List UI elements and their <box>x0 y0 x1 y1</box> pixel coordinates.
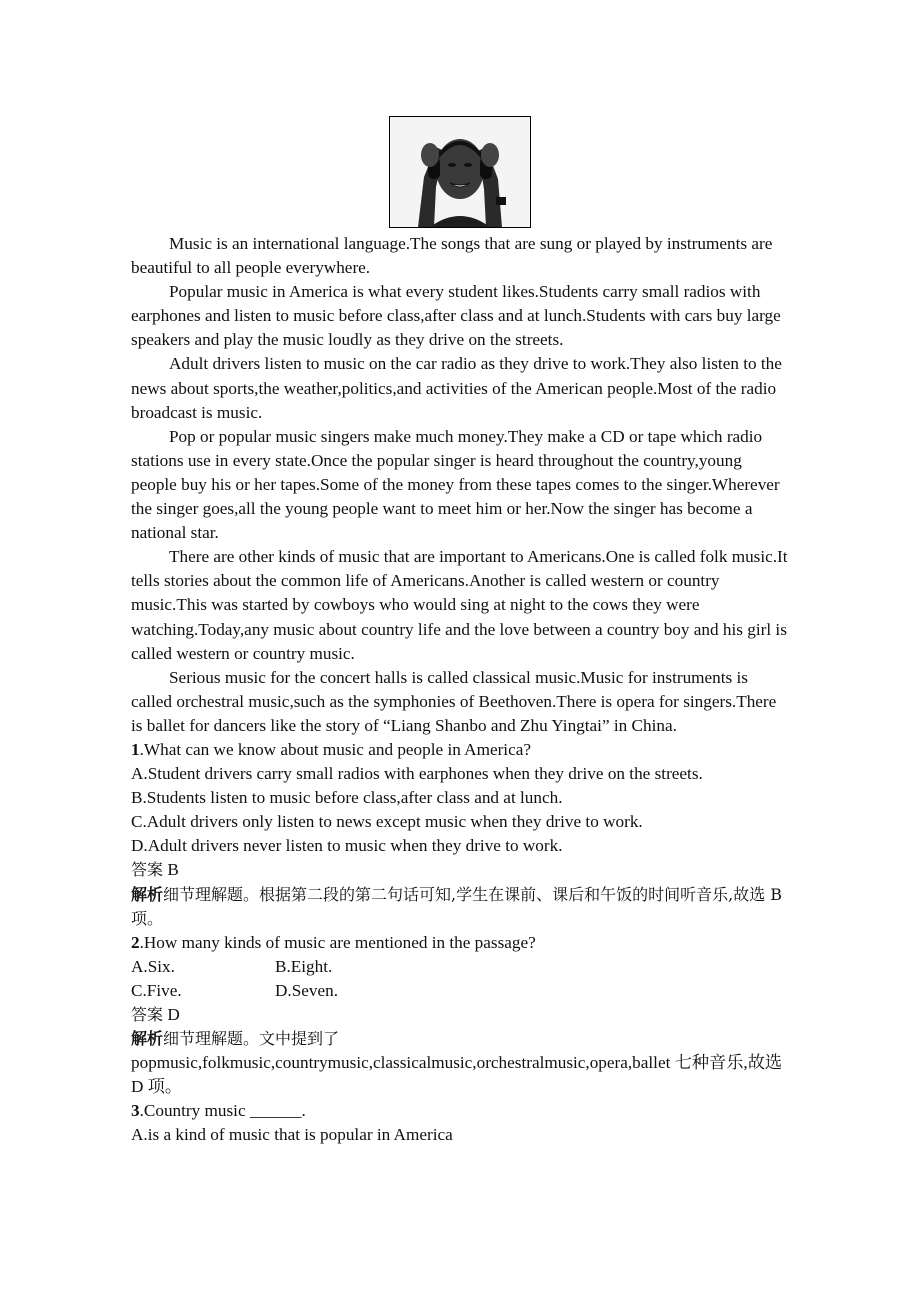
analysis-label: 解析 <box>131 884 164 904</box>
question-1-number: 1 <box>131 739 140 759</box>
question-2-options-row-1 <box>131 955 791 979</box>
question-1-option-d: D.Adult drivers never listen to music when they drive to work. <box>131 836 563 856</box>
answer-value: D <box>163 1005 180 1024</box>
question-1-answer <box>131 858 791 882</box>
document-body <box>131 232 791 1148</box>
question-1-option-b: B.Students listen to music before class,after class and at lunch. <box>131 788 563 808</box>
question-2-options-row-2 <box>131 979 791 1003</box>
analysis-text: 细节理解题。文中提到了 <box>163 1029 340 1049</box>
answer-label: 答案 <box>131 860 164 880</box>
question-1-option-c: C.Adult drivers only listen to news except music when they drive to work. <box>131 812 643 832</box>
question-2-number: 2 <box>131 932 140 952</box>
question-3-number: 3 <box>131 1101 140 1121</box>
question-2-analysis-line-2: popmusic,folkmusic,countrymusic,classicalmusic,orchestralmusic,opera,ballet 七种音乐,故选 D 项。 <box>131 1053 783 1097</box>
passage-paragraph-4: Pop or popular music singers make much money.They make a CD or tape which radio stations use in every state.Once the popular singer is heard throughout the country,young people buy his or her tapes.Some of the money from these tapes comes to the singer.Wherever the singer goes,all the young people want to meet him or her.Now the singer has become a national star. <box>131 426 780 543</box>
question-3-option-a: A.is a kind of music that is popular in America <box>131 1125 453 1145</box>
question-2-text: .How many kinds of music are mentioned in the passage? <box>139 932 536 952</box>
passage-paragraph-6: Serious music for the concert halls is called classical music.Music for instruments is called orchestral music,such as the symphonies of Beethoven.There is opera for singers.There is ballet for dancers like the story of “Liang Shanbo and Zhu Yingtai” in China. <box>131 667 777 735</box>
question-1-analysis <box>131 883 791 931</box>
passage-paragraph-2: Popular music in America is what every student likes.Students carry small radios with earphones and listen to music before class,after class and at lunch.Students with cars buy large speakers and play the music loudly as they drive on the streets. <box>131 282 781 350</box>
question-1-stem <box>131 738 791 762</box>
question-2-option-b: B.Eight. <box>275 956 333 976</box>
analysis-text: 细节理解题。根据第二段的第二句话可知,学生在课前、课后和午饭的时间听音乐,故选 B 项。 <box>131 884 783 928</box>
analysis-label: 解析 <box>131 1029 164 1049</box>
answer-label: 答案 <box>131 1005 164 1024</box>
passage-paragraph-5: There are other kinds of music that are important to Americans.One is called folk music.It tells stories about the common life of Americans.Another is called western or country music.This was started by cowboys who would sing at night to the cows they were watching.Today,any music about country life and the love between a country boy and his girl is called western or country music. <box>131 547 788 663</box>
man-with-headphones-photo <box>389 116 531 228</box>
question-2-stem <box>131 931 791 955</box>
question-2-analysis-line-1 <box>131 1027 791 1051</box>
question-2-option-c: C.Five. <box>131 980 182 1000</box>
question-3-stem <box>131 1099 791 1123</box>
question-2-answer <box>131 1003 791 1027</box>
answer-value: B <box>163 860 179 880</box>
passage-paragraph-1: Music is an international language.The songs that are sung or played by instruments are beautiful to all people everywhere. <box>131 234 773 278</box>
question-1-option-a: A.Student drivers carry small radios with earphones when they drive on the streets. <box>131 764 703 784</box>
question-1-text: .What can we know about music and people in America? <box>139 739 531 759</box>
question-2-option-a: A.Six. <box>131 956 175 976</box>
passage-paragraph-3: Adult drivers listen to music on the car radio as they drive to work.They also listen to the news about sports,the weather,politics,and activities of the American people.Most of the radio broadcast is music. <box>131 354 782 422</box>
question-3-text: .Country music ______. <box>139 1101 306 1121</box>
question-2-option-d: D.Seven. <box>275 980 339 1000</box>
